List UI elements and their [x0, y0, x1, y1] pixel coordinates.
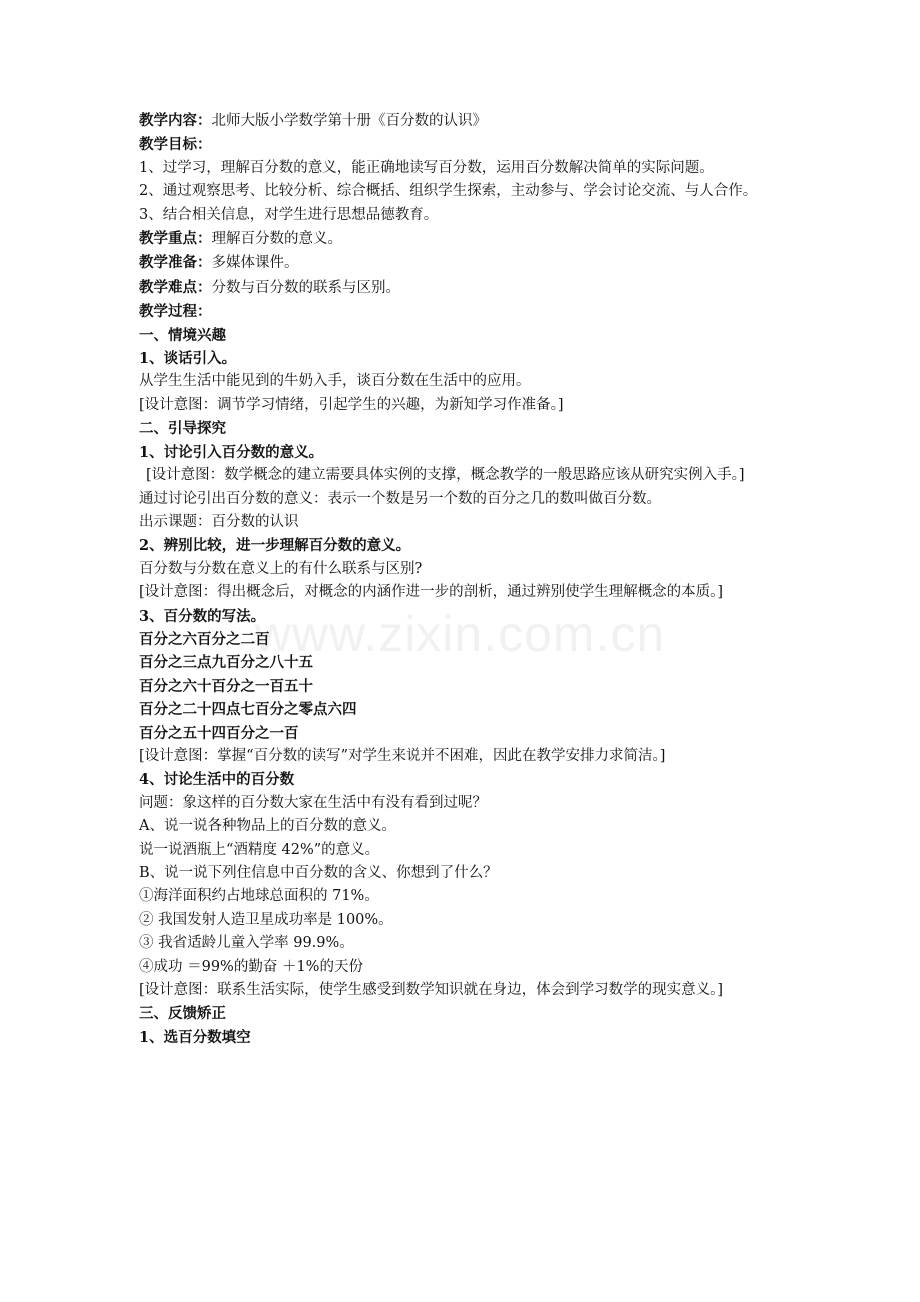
content-line [139, 109, 787, 133]
step-title: 1、讨论引入百分数的意义。 [139, 443, 324, 461]
step-title: 2、辨别比较，进一步理解百分数的意义。 [139, 537, 411, 555]
writing-item: 百分之五十四百分之一百 [139, 724, 299, 742]
design-note: [设计意图：掌握“百分数的读写”对学生来说并不困难，因此在教学安排力求简洁。] [139, 747, 666, 764]
content-value: 北师大版小学数学第十册《百分数的认识》 [211, 113, 487, 129]
writing-item: 百分之三点九百分之八十五 [139, 654, 313, 672]
step-title: 3、百分数的写法。 [139, 607, 266, 625]
prep-label: 教学准备： [139, 254, 212, 272]
section-title: 三、反馈矫正 [139, 1005, 226, 1023]
step-text: 百分数与分数在意义上的有什么联系与区别? [139, 560, 423, 577]
prep-line [139, 251, 787, 275]
step-title: 4、讨论生活中的百分数 [139, 771, 295, 789]
difficulty-value: 分数与百分数的联系与区别。 [211, 279, 400, 296]
discussion-line: ② 我国发射人造卫星成功率是 100%。 [139, 911, 393, 928]
step-text: 通过讨论引出百分数的意义：表示一个数是另一个数的百分之几的数叫做百分数。 [139, 490, 661, 507]
difficulty-label: 教学难点： [139, 278, 212, 296]
goal-item: 1、过学习，理解百分数的意义，能正确地读写百分数，运用百分数解决简单的实际问题。 [139, 159, 714, 176]
section-title: 二、引导探究 [139, 420, 226, 438]
writing-item: 百分之六十百分之一百五十 [139, 677, 313, 695]
design-note: [设计意图：调节学习情绪，引起学生的兴趣，为新知学习作准备。] [139, 396, 564, 413]
goals-label: 教学目标： [139, 136, 212, 154]
document-body [139, 109, 787, 1049]
writing-item: 百分之六百分之二百 [139, 630, 270, 648]
discussion-line: 问题：象这样的百分数大家在生活中有没有看到过呢？ [139, 794, 487, 811]
prep-value: 多媒体课件。 [211, 255, 299, 272]
step-text: 从学生生活中能见到的牛奶入手，谈百分数在生活中的应用。 [139, 373, 531, 390]
discussion-line: 说一说酒瓶上“酒精度 42%”的意义。 [139, 841, 380, 858]
step-title: 1、谈话引入。 [139, 350, 237, 368]
section-title: 一、情境兴趣 [139, 326, 226, 344]
discussion-line: B、说一说下列住信息中百分数的含义、你想到了什么？ [139, 865, 498, 881]
content-label: 教学内容： [139, 112, 212, 129]
goal-item: 2、通过观察思考、比较分析、综合概括、组织学生探索，主动参与、学会讨论交流、与人合作。 [139, 183, 758, 200]
process-label: 教学过程： [139, 303, 212, 321]
discussion-line: ①海洋面积约占地球总面积的 71%。 [139, 888, 379, 905]
design-note: [设计意图：数学概念的建立需要具体实例的支撑，概念教学的一般思路应该从研究实例入手。] [146, 467, 745, 484]
discussion-line: ③ 我省适龄儿童入学率 99.9%。 [139, 935, 354, 952]
discussion-line: ④成功 ＝99%的勤奋 ＋1%的天份 [139, 958, 363, 975]
watermark: www.zixin.com.cn [254, 606, 666, 662]
writing-item: 百分之二十四点七百分之零点六四 [139, 701, 357, 719]
design-note: [设计意图：联系生活实际，使学生感受到数学知识就在身边，体会到学习数学的现实意义。] [139, 982, 724, 999]
focus-label: 教学重点： [139, 230, 212, 248]
design-note: [设计意图：得出概念后，对概念的内涵作进一步的剖析，通过辨别使学生理解概念的本质。] [139, 584, 724, 601]
focus-value: 理解百分数的意义。 [211, 231, 342, 248]
discussion-line: A、说一说各种物品上的百分数的意义。 [139, 818, 396, 835]
step-text: 出示课题：百分数的认识 [139, 513, 299, 530]
difficulty-line [139, 276, 787, 300]
step-title: 1、选百分数填空 [139, 1028, 251, 1046]
goal-item: 3、结合相关信息，对学生进行思想品德教育。 [139, 206, 439, 223]
focus-line [139, 227, 787, 251]
